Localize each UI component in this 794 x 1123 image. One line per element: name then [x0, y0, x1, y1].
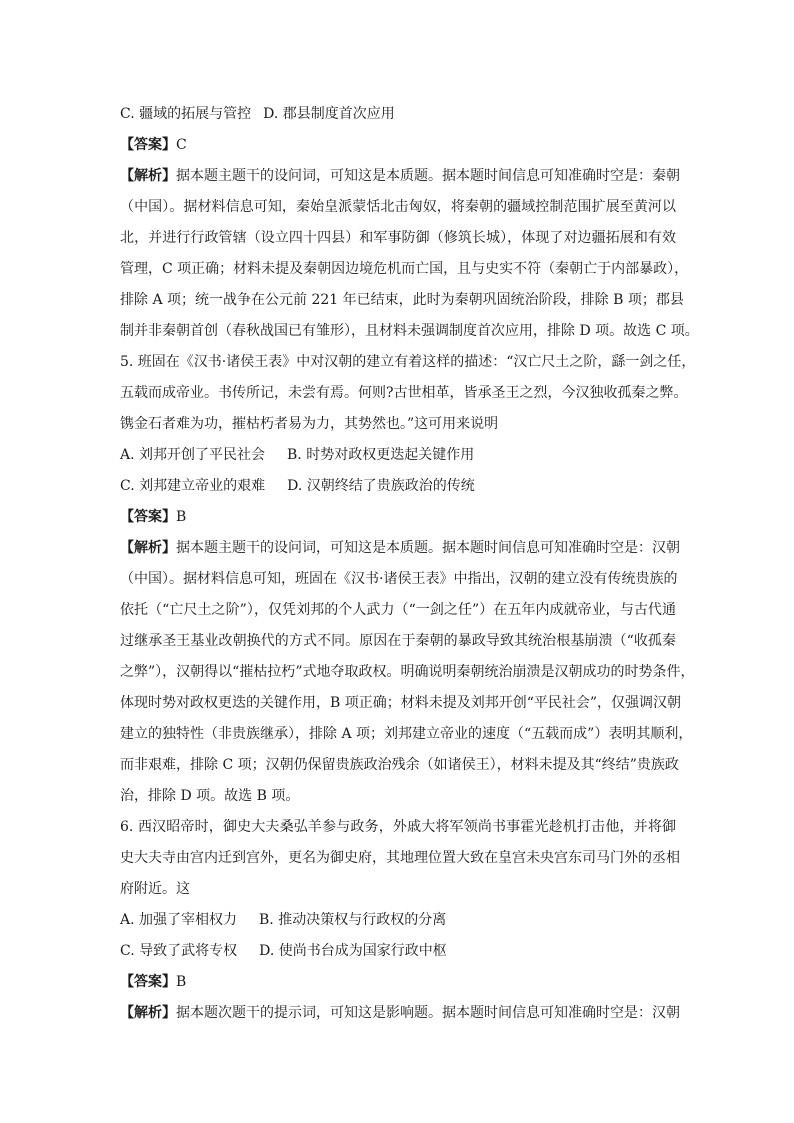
q4-analysis-line: 制并非秦朝首创（春秋战国已有雏形），且材料未强调制度首次应用，排除 D 项。故选 C 项。 [120, 323, 699, 339]
q6-option-c: C. 导致了武将专权 [120, 943, 238, 959]
q6-stem-line: 史大夫寺由宫内迁到宫外，更名为御史府，其地理位置大致在皇宫未央宫东司马门外的丞相 [120, 850, 680, 866]
q5-analysis-line: （中国）。据材料信息可知，班固在《汉书·诸侯王表》中指出，汉朝的建立没有传统贵族的 [120, 571, 678, 587]
q5-stem-line: 镌金石者难为功，摧枯朽者易为力，其势然也。”这可用来说明 [120, 416, 499, 432]
analysis-label: 【解析】 [120, 1005, 176, 1021]
q4-options-cd [120, 104, 676, 124]
q4-analysis-line: 排除 A 项；统一战争在公元前 221 年已结束，此时为秦朝巩固统治阶段，排除 B 项；郡县 [120, 292, 684, 308]
analysis-label: 【解析】 [120, 540, 176, 556]
q6-option-a: A. 加强了宰相权力 [120, 912, 238, 928]
q5-option-a: A. 刘邦开创了平民社会 [120, 447, 266, 463]
q5-option-b: B. 时势对政权更迭起关键作用 [287, 447, 475, 463]
q6-option-b: B. 推动决策权与行政权的分离 [259, 912, 447, 928]
answer-value: B [176, 509, 187, 525]
q5-analysis-line: 体现时势对政权更迭的关键作用，B 项正确；材料未提及刘邦开创“平民社会”，仅强调汉朝 [120, 695, 682, 711]
q6-stem-line: 府附近。这 [120, 881, 190, 897]
q4-analysis-line: 北，并进行行政管辖（设立四十四县）和军事防御（修筑长城），体现了对边疆拓展和有效 [120, 230, 676, 246]
q4-analysis-line: 【解析】据本题主题干的设问词，可知这是本质题。据本题时间信息可知准确时空是：秦朝 [120, 168, 680, 184]
q5-analysis-line: 依托（“亡尺土之阶”），仅凭刘邦的个人武力（“一剑之任”）在五年内成就帝业，与古代通 [120, 602, 676, 618]
q5-analysis-line: 建立的独特性（非贵族继承），排除 A 项；刘邦建立帝业的速度（“五载而成”）表明其顺利， [120, 726, 693, 742]
answer-label: 【答案】 [120, 509, 176, 525]
q4-analysis-line: （中国）。据材料信息可知，秦始皇派蒙恬北击匈奴，将秦朝的疆域控制范围扩展至黄河以 [120, 199, 676, 215]
q5-option-c: C. 刘邦建立帝业的艰难 [120, 478, 266, 494]
q6-analysis-line: 【解析】据本题次题干的提示词，可知这是影响题。据本题时间信息可知准确时空是：汉朝 [120, 1005, 680, 1021]
q6-options-cd [120, 941, 676, 961]
answer-label: 【答案】 [120, 137, 176, 153]
q5-option-d: D. 汉朝终结了贵族政治的传统 [287, 478, 475, 494]
q4-answer [120, 135, 676, 155]
answer-label: 【答案】 [120, 974, 176, 990]
q5-stem-line: 五载而成帝业。书传所记，未尝有焉。何则?古世相革，皆承圣王之烈，今汉独收孤秦之弊。 [120, 385, 688, 401]
q6-answer [120, 972, 676, 992]
q5-analysis-line: 而非艰难，排除 C 项；汉朝仍保留贵族政治残余（如诸侯王），材料未提及其“终结”贵族政 [120, 757, 679, 773]
q5-analysis-line: 治，排除 D 项。故选 B 项。 [120, 788, 300, 804]
q5-analysis-line: 过继承圣王基业改朝换代的方式不同。原因在于秦朝的暴政导致其统治根基崩溃（“收孤秦 [120, 633, 676, 649]
q4-analysis-line: 管理，C 项正确；材料未提及秦朝因边境危机而亡国，且与史实不符（秦朝亡于内部暴政）， [120, 261, 689, 277]
q5-stem-line: 5. 班固在《汉书·诸侯王表》中对汉朝的建立有着这样的描述：“汉亡尺土之阶，繇一剑之任， [120, 354, 696, 370]
q4-option-c: C. 疆域的拓展与管控 [120, 106, 252, 122]
analysis-label: 【解析】 [120, 168, 176, 184]
q5-answer [120, 507, 676, 527]
q5-analysis-line: 【解析】据本题主题干的设问词，可知这是本质题。据本题时间信息可知准确时空是：汉朝 [120, 540, 680, 556]
q6-options-ab [120, 910, 676, 930]
q5-options-cd [120, 476, 676, 496]
answer-value: B [176, 974, 187, 990]
q4-option-d: D. 郡县制度首次应用 [263, 106, 395, 122]
q6-stem-line: 6. 西汉昭帝时，御史大夫桑弘羊参与政务，外戚大将军领尚书事霍光趁机打击他，并将御 [120, 819, 676, 835]
q5-analysis-line: 之弊”），汉朝得以“摧枯拉朽”式地夺取政权。明确说明秦朝统治崩溃是汉朝成功的时势条件， [120, 664, 695, 680]
q6-option-d: D. 使尚书台成为国家行政中枢 [259, 943, 447, 959]
answer-value: C [176, 137, 187, 153]
q5-options-ab [120, 445, 676, 465]
